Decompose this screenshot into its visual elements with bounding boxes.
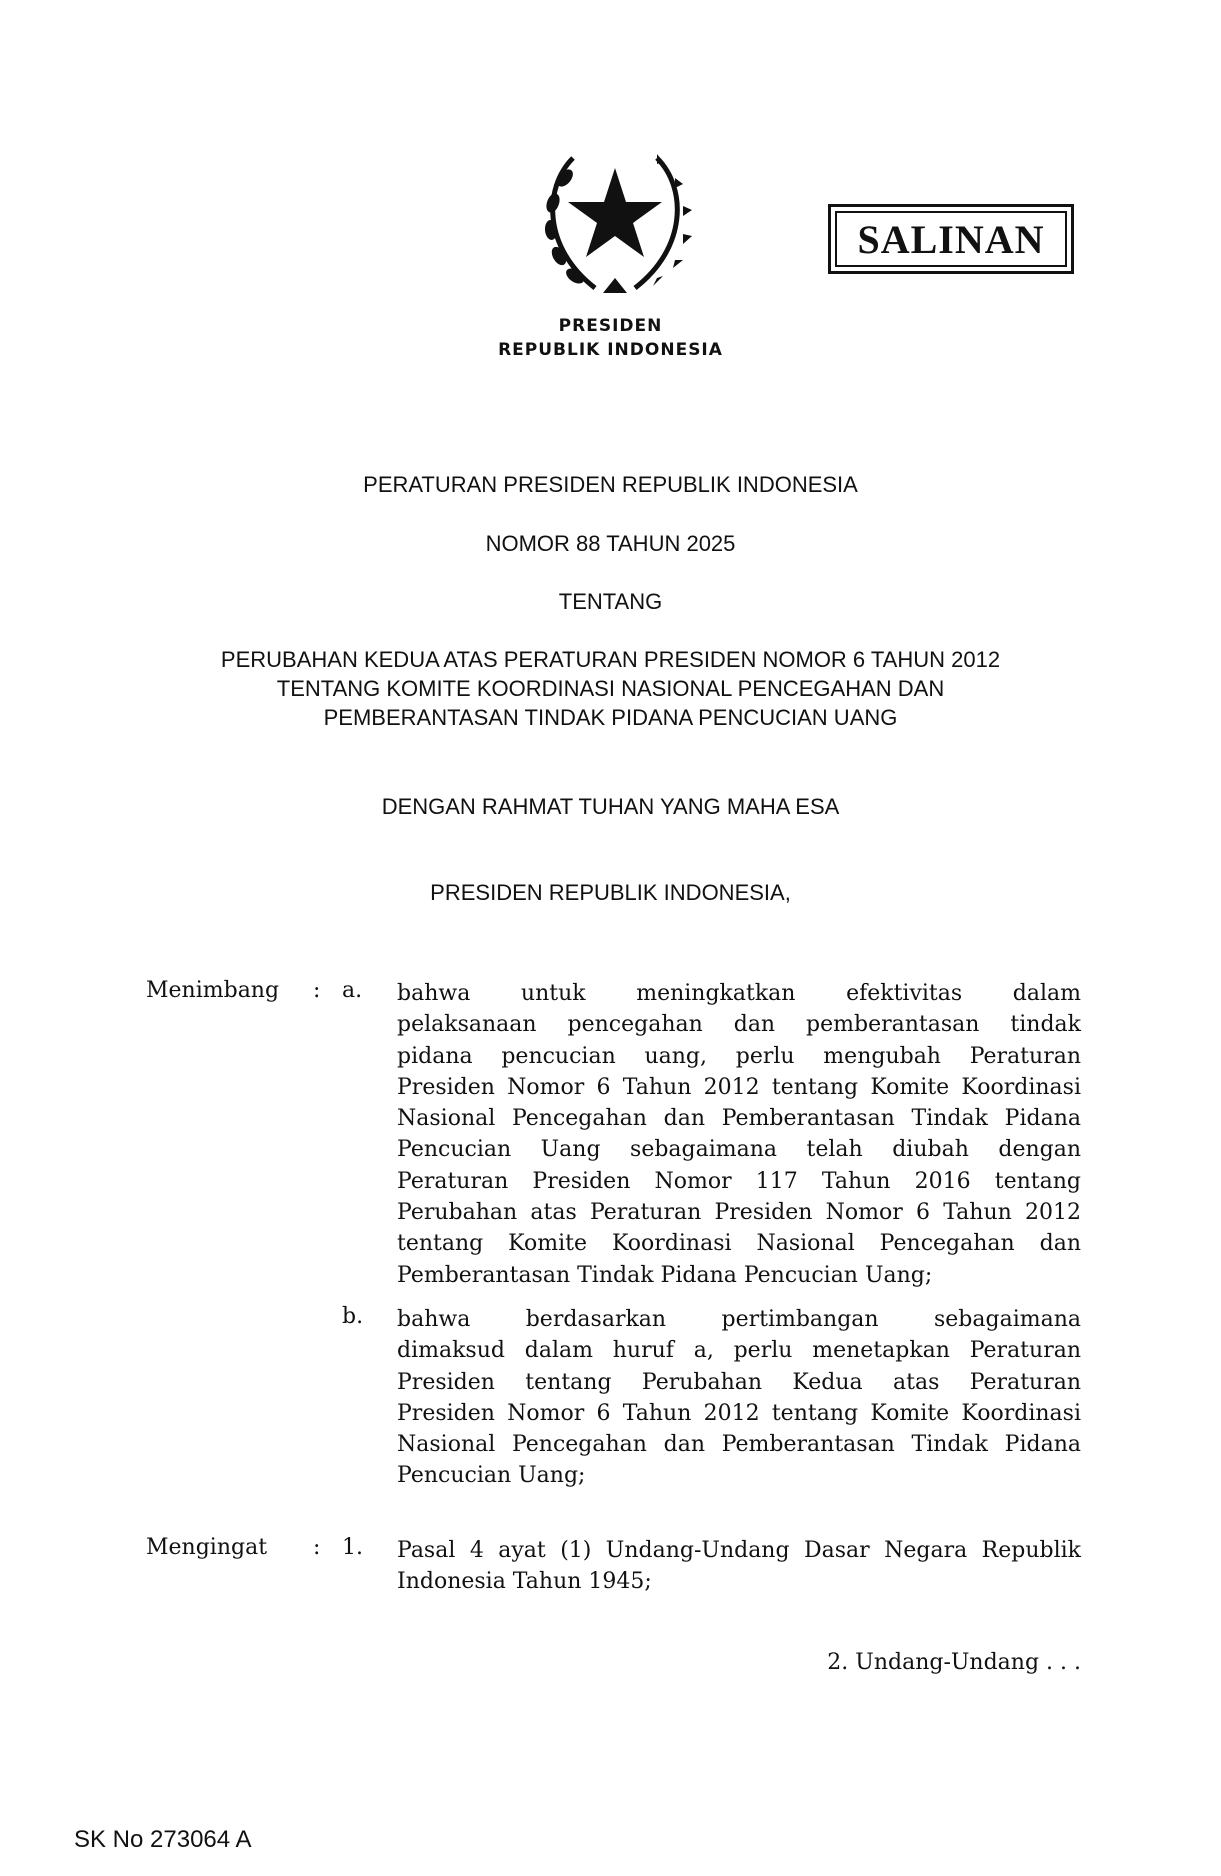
mengingat-marker-1: 1. xyxy=(342,1535,363,1560)
text-line: Nasional Pencegahan dan Pemberantasan Tindak Pidana xyxy=(397,1432,1081,1458)
text-line: Nasional Pencegahan dan Pemberantasan Tindak Pidana xyxy=(397,1106,1081,1132)
text-line: Pemberantasan Tindak Pidana Pencucian Uang; xyxy=(397,1262,933,1288)
regulation-subject-line-2: TENTANG KOMITE KOORDINASI NASIONAL PENCEGAHAN DAN xyxy=(276,676,945,701)
menimbang-label: Menimbang xyxy=(146,978,280,1003)
menimbang-item-b xyxy=(397,1304,1081,1492)
copy-stamp-label: SALINAN xyxy=(835,211,1067,267)
authority-line: PRESIDEN REPUBLIK INDONESIA, xyxy=(430,880,791,905)
blessing-line: DENGAN RAHMAT TUHAN YANG MAHA ESA xyxy=(381,794,840,819)
text-line: Presiden Nomor 6 Tahun 2012 tentang Komite Koordinasi xyxy=(397,1074,1081,1100)
text-line: Presiden Nomor 6 Tahun 2012 tentang Komite Koordinasi xyxy=(397,1400,1081,1426)
text-line: Pasal 4 ayat (1) Undang-Undang Dasar Negara Republik xyxy=(397,1538,1081,1563)
next-page-catchword: 2. Undang-Undang . . . xyxy=(827,1650,1081,1675)
mengingat-colon: : xyxy=(313,1535,321,1560)
menimbang-item-a xyxy=(397,978,1081,1291)
text-line: Presiden tentang Perubahan Kedua atas Peraturan xyxy=(397,1369,1081,1395)
emblem-caption-line-2: REPUBLIK INDONESIA xyxy=(498,340,723,360)
regulation-type: PERATURAN PRESIDEN REPUBLIK INDONESIA xyxy=(363,472,858,497)
regulation-subject-line-3: PEMBERANTASAN TINDAK PIDANA PENCUCIAN UANG xyxy=(323,705,898,730)
document-serial-number: SK No 273064 A xyxy=(74,1826,252,1853)
emblem-caption-line-1: PRESIDEN xyxy=(558,316,663,336)
menimbang-marker-b: b. xyxy=(342,1304,364,1329)
text-line: Indonesia Tahun 1945; xyxy=(397,1569,652,1595)
regulation-number: NOMOR 88 TAHUN 2025 xyxy=(485,531,736,556)
mengingat-label: Mengingat xyxy=(146,1535,268,1560)
text-line: tentang Komite Koordinasi Nasional Pencegahan dan xyxy=(397,1231,1081,1257)
text-line: bahwa untuk meningkatkan efektivitas dalam xyxy=(397,981,1081,1006)
menimbang-colon: : xyxy=(313,978,321,1003)
text-line: Peraturan Presiden Nomor 117 Tahun 2016 tentang xyxy=(397,1168,1081,1194)
copy-stamp xyxy=(828,204,1074,274)
text-line: Pencucian Uang; xyxy=(397,1463,586,1489)
presidential-emblem xyxy=(525,128,705,308)
text-line: Pencucian Uang sebagaimana telah diubah dengan xyxy=(397,1137,1081,1163)
mengingat-item-1 xyxy=(397,1535,1081,1598)
menimbang-marker-a: a. xyxy=(342,978,363,1003)
text-line: dimaksud dalam huruf a, perlu menetapkan Peraturan xyxy=(397,1338,1081,1364)
regulation-tentang: TENTANG xyxy=(558,589,663,614)
text-line: bahwa berdasarkan pertimbangan sebagaimana xyxy=(397,1307,1081,1332)
regulation-subject-line-1: PERUBAHAN KEDUA ATAS PERATURAN PRESIDEN NOMOR 6 TAHUN 2012 xyxy=(220,647,1001,672)
text-line: Perubahan atas Peraturan Presiden Nomor 6 Tahun 2012 xyxy=(397,1200,1081,1226)
text-line: pelaksanaan pencegahan dan pemberantasan tindak xyxy=(397,1012,1081,1038)
text-line: pidana pencucian uang, perlu mengubah Peraturan xyxy=(397,1043,1081,1069)
